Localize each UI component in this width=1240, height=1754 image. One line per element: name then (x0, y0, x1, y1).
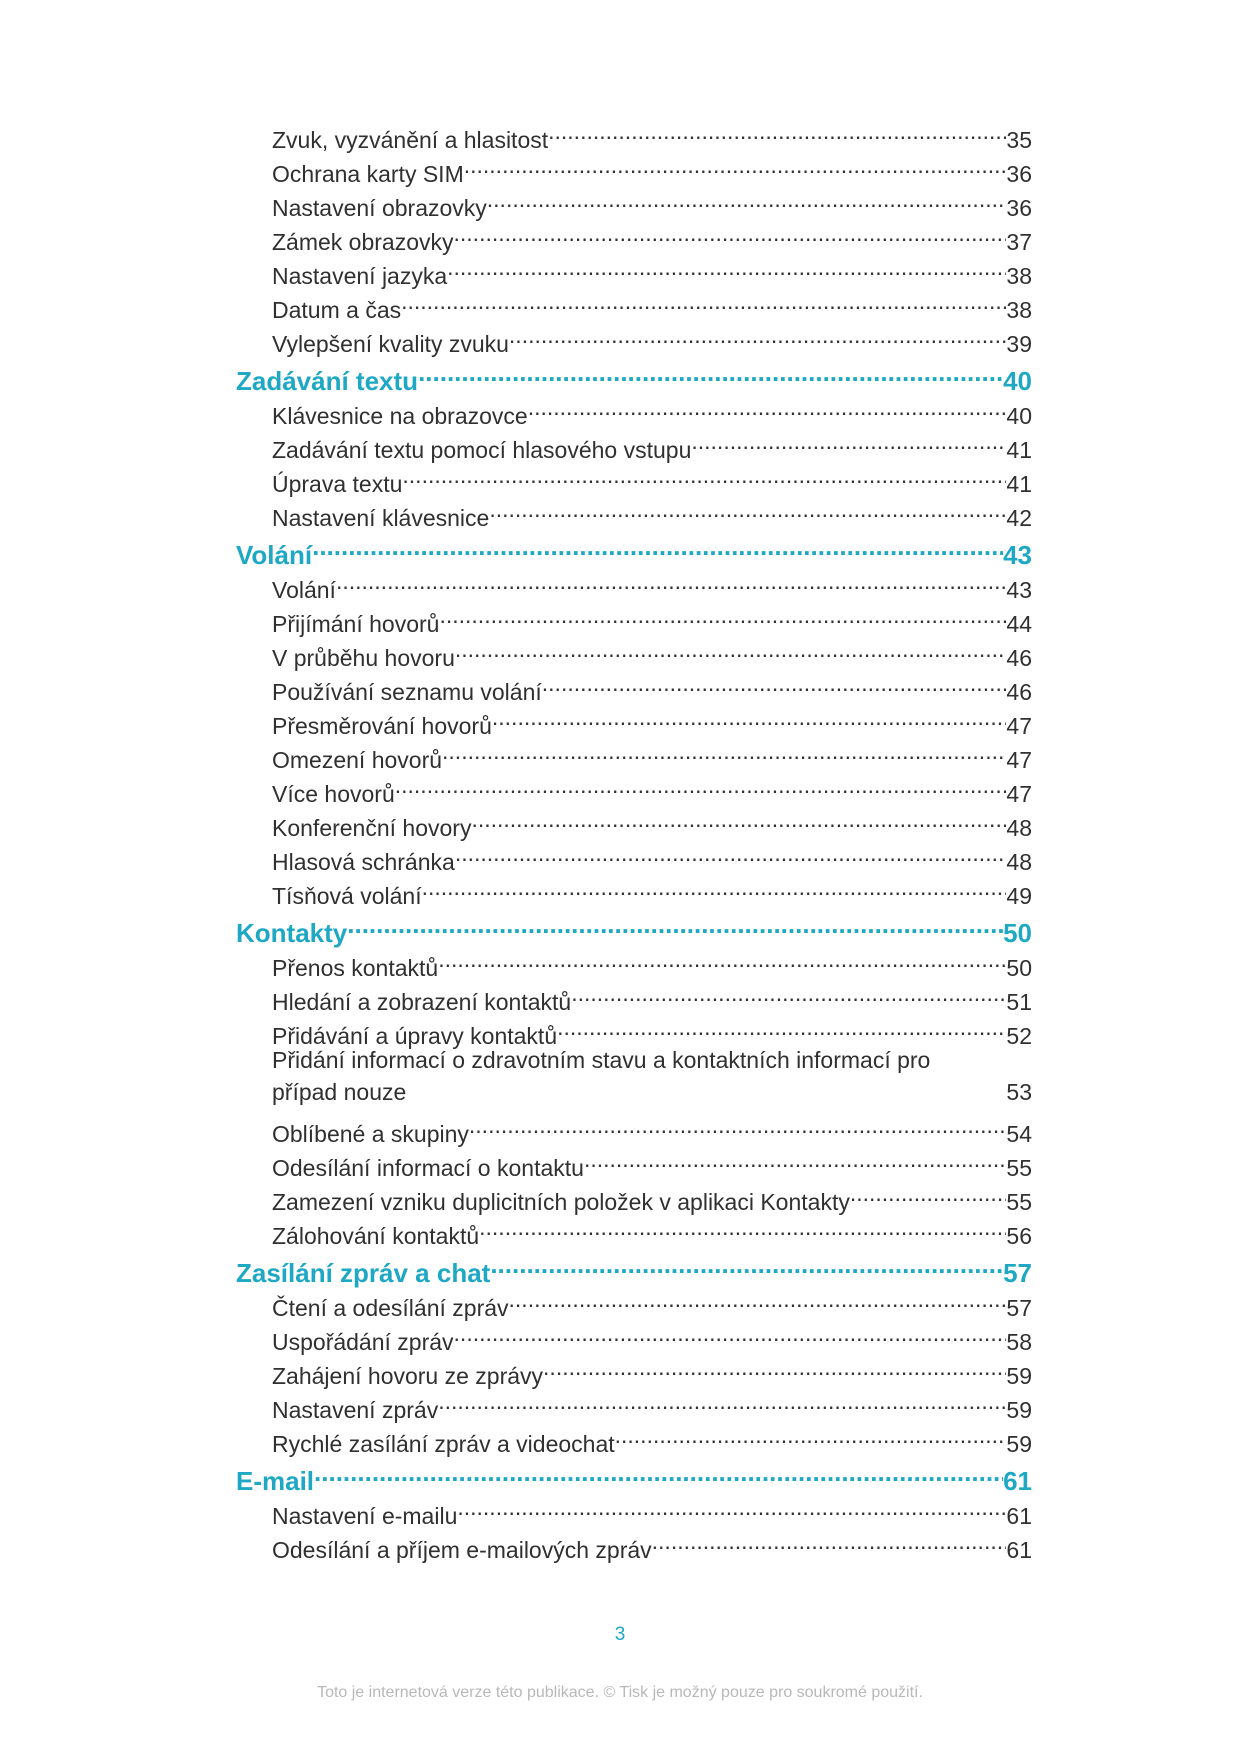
dot-leader (464, 148, 1007, 182)
toc-entry[interactable] (236, 598, 1032, 637)
toc-entry-title: Úprava textu (272, 471, 403, 497)
toc-entry[interactable] (236, 114, 1032, 153)
toc-chapter-page: 40 (1003, 366, 1032, 396)
dot-leader (615, 1418, 1007, 1452)
toc-entry-title: Rychlé zasílání zpráv a videochat (272, 1431, 615, 1457)
dot-leader (543, 1350, 1006, 1384)
toc-chapter-page: 43 (1003, 540, 1032, 570)
dot-leader (447, 250, 1006, 284)
toc-entry-title: Tísňová volání (272, 883, 422, 909)
toc-entry-page: 44 (1006, 611, 1032, 637)
dot-leader (401, 284, 1006, 318)
toc-entry-page: 55 (1006, 1189, 1032, 1215)
toc-entry-page: 48 (1006, 815, 1032, 841)
dot-leader (347, 906, 1003, 942)
toc-entry-title: V průběhu hovoru (272, 645, 455, 671)
dot-leader (336, 564, 1006, 598)
dot-leader (479, 1210, 1006, 1244)
toc-entry-page: 56 (1006, 1223, 1032, 1249)
toc-entry-page: 47 (1006, 781, 1032, 807)
toc-entry-page: 47 (1006, 713, 1032, 739)
toc-chapter-title: E-mail (236, 1466, 315, 1496)
toc-entry-title: Oblíbené a skupiny (272, 1121, 469, 1147)
toc-entry-title: Klávesnice na obrazovce (272, 403, 528, 429)
toc-entry-title: Přidávání a úpravy kontaktů (272, 1023, 558, 1049)
toc-entry-page: 47 (1006, 747, 1032, 773)
dot-leader (438, 1384, 1006, 1418)
footer-notice: Toto je internetová verze této publikace. © Tisk je možný pouze pro soukromé použití. (317, 1684, 923, 1701)
toc-entry-page: 51 (1006, 989, 1032, 1015)
dot-leader (548, 114, 1006, 148)
toc-entry-page: 40 (1006, 403, 1032, 429)
toc-entry-page: 41 (1006, 437, 1032, 463)
dot-leader (457, 1490, 1006, 1524)
toc-entry-title: Více hovorů (272, 781, 395, 807)
dot-leader (490, 1246, 1003, 1282)
toc-entry-title: Odesílání informací o kontaktu (272, 1155, 584, 1181)
dot-leader (489, 492, 1006, 526)
dot-leader (471, 802, 1006, 836)
toc-entry[interactable] (236, 942, 1032, 981)
toc-entry-title: Datum a čas (272, 297, 402, 323)
toc-entry-title: Nastavení zpráv (272, 1397, 439, 1423)
toc-entry-page: 42 (1006, 505, 1032, 531)
toc-chapter[interactable] (236, 906, 1032, 948)
dot-leader (455, 836, 1007, 870)
toc-chapter-title: Volání (236, 540, 313, 570)
toc-entry-title: Zvuk, vyzvánění a hlasitost (272, 127, 549, 153)
dot-leader (850, 1176, 1007, 1210)
toc-chapter-title: Kontakty (236, 918, 348, 948)
toc-entry[interactable] (236, 1044, 1032, 1108)
dot-leader (487, 182, 1007, 216)
toc-entry-title: Omezení hovorů (272, 747, 443, 773)
toc-entry-title: Ochrana karty SIM (272, 161, 464, 187)
toc-chapter-title: Zasílání zpráv a chat (236, 1258, 491, 1288)
toc-entry-page: 35 (1006, 127, 1032, 153)
dot-leader (469, 1108, 1007, 1142)
toc-entry-title: případ nouze (272, 1079, 407, 1105)
dot-leader (454, 1316, 1007, 1350)
toc-entry-page: 61 (1006, 1503, 1032, 1529)
toc-entry[interactable] (236, 564, 1032, 603)
dot-leader (312, 528, 1003, 564)
toc-entry-page: 39 (1006, 331, 1032, 357)
toc-entry-title: Hledání a zobrazení kontaktů (272, 989, 572, 1015)
dot-leader (442, 734, 1006, 768)
dot-leader (454, 216, 1007, 250)
toc-entry-title: Zálohování kontaktů (272, 1223, 480, 1249)
toc-entry-page: 58 (1006, 1329, 1032, 1355)
toc-chapter-page: 50 (1003, 918, 1032, 948)
toc-entry-title: Přidání informací o zdravotním stavu a kontaktních informací pro (272, 1047, 931, 1073)
toc-entry-page: 50 (1006, 955, 1032, 981)
dot-leader (439, 598, 1006, 632)
toc-entry-page: 38 (1006, 297, 1032, 323)
toc-entry-page: 59 (1006, 1397, 1032, 1423)
dot-leader (652, 1524, 1007, 1558)
dot-leader (418, 354, 1003, 390)
toc-chapter[interactable] (236, 528, 1032, 570)
toc-entry-page: 53 (1006, 1079, 1032, 1105)
dot-leader (438, 942, 1006, 976)
dot-leader (314, 1454, 1003, 1490)
toc-entry-page: 43 (1006, 577, 1032, 603)
toc-entry-page: 46 (1006, 679, 1032, 705)
page-number: 3 (614, 1624, 626, 1645)
dot-leader (509, 1282, 1007, 1316)
toc-entry-page: 59 (1006, 1363, 1032, 1389)
dot-leader (422, 870, 1007, 904)
dot-leader (528, 390, 1007, 424)
toc-entry[interactable] (236, 1108, 1032, 1147)
toc-entry-page: 57 (1006, 1295, 1032, 1321)
toc-entry-title: Nastavení klávesnice (272, 505, 490, 531)
dot-leader (542, 666, 1007, 700)
toc-entry-title: Vylepšení kvality zvuku (272, 331, 509, 357)
toc-entry-title: Nastavení jazyka (272, 263, 448, 289)
toc-entry-title: Odesílání a příjem e-mailových zpráv (272, 1537, 652, 1563)
dot-leader (691, 424, 1006, 458)
toc-entry-page: 46 (1006, 645, 1032, 671)
toc-entry-page: 36 (1006, 195, 1032, 221)
toc-entry-title: Zahájení hovoru ze zprávy (272, 1363, 544, 1389)
toc-entry-page: 41 (1006, 471, 1032, 497)
toc-chapter[interactable] (236, 1454, 1032, 1496)
toc-entry-title: Přijímání hovorů (272, 611, 440, 637)
toc-entry-title: Volání (272, 577, 336, 603)
dot-leader (492, 700, 1007, 734)
toc-entry-title: Nastavení obrazovky (272, 195, 487, 221)
toc-entry-page: 48 (1006, 849, 1032, 875)
toc-chapter-title: Zadávání textu (236, 366, 419, 396)
toc-chapter-page: 57 (1003, 1258, 1032, 1288)
toc-entry-page: 52 (1006, 1023, 1032, 1049)
dot-leader (455, 632, 1007, 666)
toc-entry-page: 61 (1006, 1537, 1032, 1563)
toc-entry-title: Zámek obrazovky (272, 229, 454, 255)
toc-entry-page: 38 (1006, 263, 1032, 289)
dot-leader (395, 768, 1007, 802)
toc-entry-title: Hlasová schránka (272, 849, 455, 875)
toc-entry[interactable] (236, 1490, 1032, 1529)
toc-entry-page: 49 (1006, 883, 1032, 909)
toc-chapter-page: 61 (1003, 1466, 1032, 1496)
dot-leader (571, 976, 1006, 1010)
dot-leader (509, 318, 1006, 352)
toc-entry-page: 59 (1006, 1431, 1032, 1457)
toc-entry-page: 55 (1006, 1155, 1032, 1181)
toc-entry-page: 37 (1006, 229, 1032, 255)
toc-entry-title: Zamezení vzniku duplicitních položek v aplikaci Kontakty (272, 1189, 850, 1215)
dot-leader (584, 1142, 1006, 1176)
toc-entry-title: Nastavení e-mailu (272, 1503, 458, 1529)
dot-leader (557, 1010, 1006, 1044)
toc-entry-title: Čtení a odesílání zpráv (272, 1295, 509, 1321)
toc-entry-title: Konferenční hovory (272, 815, 472, 841)
dot-leader (402, 458, 1006, 492)
toc-entry-title: Používání seznamu volání (272, 679, 542, 705)
toc-entry-title: Přenos kontaktů (272, 955, 439, 981)
toc-entry-page: 54 (1006, 1121, 1032, 1147)
toc-entry-page: 36 (1006, 161, 1032, 187)
table-of-contents (236, 114, 1032, 1563)
toc-entry-title: Uspořádání zpráv (272, 1329, 454, 1355)
toc-entry-title: Přesměrování hovorů (272, 713, 492, 739)
toc-entry-title: Zadávání textu pomocí hlasového vstupu (272, 437, 692, 463)
